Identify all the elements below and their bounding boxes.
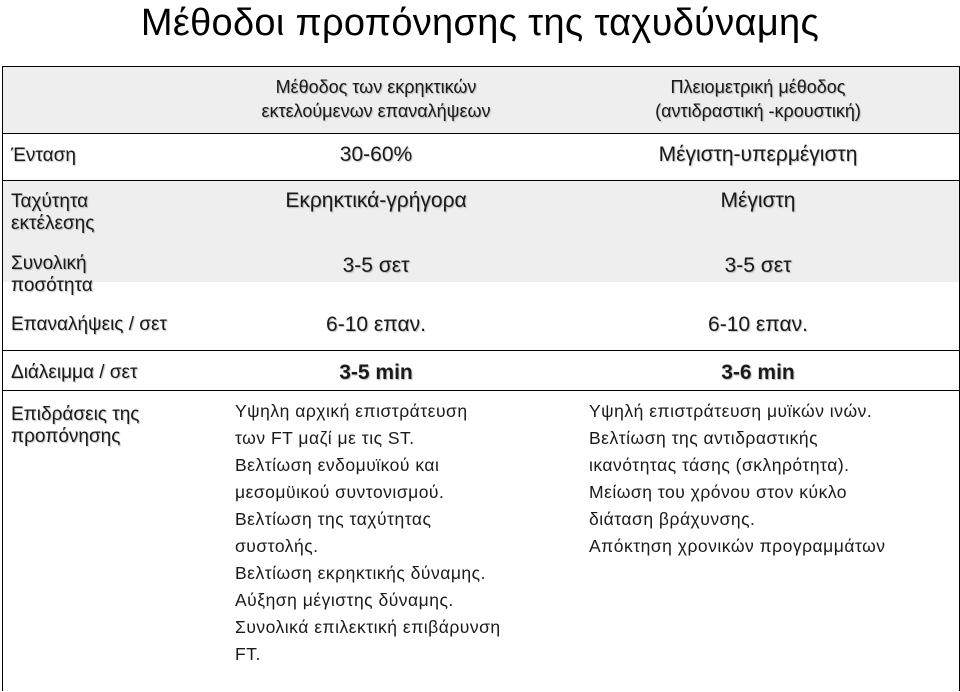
- divider: [3, 350, 959, 351]
- effects-list-plyometric: [589, 398, 959, 560]
- list-item: Βελτίωση ενδομυϊκού και μεσομϋικού συντονισμού.: [235, 455, 445, 502]
- cell-volume-explosive: 3-5 σετ: [342, 254, 410, 277]
- list-item: Βελτίωση της ταχύτητας συστολής.: [235, 509, 432, 556]
- cell-volume-plyometric: 3-5 σετ: [724, 254, 792, 277]
- divider: [3, 180, 959, 181]
- column-header-explosive: Μέθοδος των εκρηκτικών εκτελούμενων επαναλήψεων: [261, 77, 491, 121]
- divider: [3, 133, 959, 134]
- list-item: Βελτίωση της αντιδραστικής ικανότητας τάσης (σκληρότητα).: [589, 428, 850, 475]
- cell-speed-plyometric: Μέγιστη: [720, 189, 796, 212]
- list-item: Αύξηση μέγιστης δύναμης.: [235, 590, 454, 610]
- cell-reps-plyometric: 6-10 επαν.: [708, 313, 808, 336]
- row-label-volume: Συνολική ποσότητα: [11, 253, 93, 296]
- cell-rest-plyometric: 3-6 min: [721, 361, 795, 384]
- cell-intensity-plyometric: Μέγιστη-υπερμέγιστη: [658, 143, 858, 166]
- row-label-intensity: Ένταση: [11, 145, 76, 166]
- list-item: Μείωση του χρόνου στον κύκλο διάταση βράχυνσης.: [589, 482, 848, 529]
- comparison-table: [2, 66, 960, 691]
- list-item: Απόκτηση χρονικών προγραμμάτων: [589, 536, 886, 556]
- cell-speed-explosive: Εκρηκτικά-γρήγορα: [285, 189, 467, 212]
- column-header-plyometric: Πλειομετρική μέθοδος (αντιδραστική -κρουστική): [655, 77, 861, 121]
- row-label-speed: Ταχύτητα εκτέλεσης: [11, 191, 95, 234]
- effects-list-explosive: [235, 398, 565, 668]
- cell-rest-explosive: 3-5 min: [339, 361, 413, 384]
- list-item: Υψηλη αρχική επιστράτευση των FT μαζί με τις ST.: [235, 401, 468, 448]
- list-item: Υψηλή επιστράτευση μυϊκών ινών.: [589, 401, 873, 421]
- list-item: Συνολικά επιλεκτική επιβάρυνση FT.: [235, 617, 501, 664]
- page-title: Μέθοδοι προπόνησης της ταχυδύναμης: [140, 2, 820, 44]
- divider: [3, 390, 959, 391]
- cell-intensity-explosive: 30-60%: [339, 143, 413, 166]
- list-item: Βελτίωση εκρηκτικής δύναμης.: [235, 563, 486, 583]
- row-label-rest: Διάλειμμα / σετ: [11, 362, 138, 383]
- row-label-reps: Επαναλήψεις / σετ: [11, 314, 167, 335]
- cell-reps-explosive: 6-10 επαν.: [326, 313, 426, 336]
- row-label-effects: Επιδράσεις της προπόνησης: [11, 404, 140, 447]
